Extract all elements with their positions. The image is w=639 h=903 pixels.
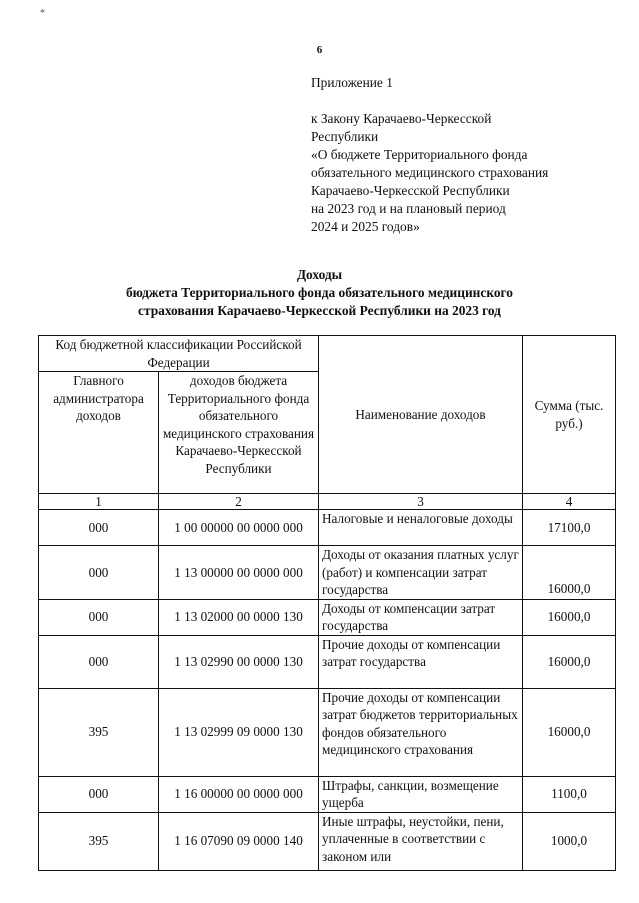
appendix-block: [311, 74, 548, 236]
appendix-line: 2024 и 2025 годов»: [311, 219, 420, 234]
sum-cell: 1000,0: [523, 812, 616, 870]
admin-code-cell: 000: [39, 599, 159, 635]
table-row: [39, 688, 616, 776]
table-row: [39, 812, 616, 870]
appendix-line: к Закону Карачаево-Черкесской: [311, 111, 492, 126]
admin-code-cell: 000: [39, 510, 159, 546]
income-name-cell: Доходы от оказания платных услуг (работ) и компенсации затрат государства: [319, 546, 523, 600]
document-title-line: бюджета Территориального фонда обязательного медицинского: [125, 285, 514, 300]
sum-header: Сумма (тыс. руб.): [523, 336, 616, 494]
income-code-cell: 1 16 00000 00 0000 000: [159, 776, 319, 812]
admin-code-cell: 000: [39, 546, 159, 600]
income-code-cell: 1 13 02990 00 0000 130: [159, 635, 319, 688]
page-number: 6: [316, 44, 323, 56]
document-title-line: Доходы: [296, 267, 343, 282]
income-name-cell: Штрафы, санкции, возмещение ущерба: [319, 776, 523, 812]
document-title: [0, 266, 639, 320]
income-code-cell: 1 13 00000 00 0000 000: [159, 546, 319, 600]
column-number: 4: [523, 494, 616, 510]
income-code-cell: 1 00 00000 00 0000 000: [159, 510, 319, 546]
document-title-line: страхования Карачаево-Черкесской Республики на 2023 год: [138, 303, 501, 318]
sum-cell: 16000,0: [523, 599, 616, 635]
sum-cell: 16000,0: [523, 688, 616, 776]
admin-code-cell: 000: [39, 776, 159, 812]
sum-cell: 16000,0: [523, 546, 616, 600]
income-name-cell: Доходы от компенсации затрат государства: [319, 599, 523, 635]
table-header-row: [39, 336, 616, 372]
column-number-row: [39, 494, 616, 510]
income-name-cell: Прочие доходы от компенсации затрат государства: [319, 635, 523, 688]
admin-code-header: Главного администратора доходов: [39, 372, 159, 494]
income-code-cell: 1 16 07090 09 0000 140: [159, 812, 319, 870]
admin-code-cell: 395: [39, 812, 159, 870]
appendix-title: Приложение 1: [311, 75, 393, 90]
column-number: 3: [319, 494, 523, 510]
appendix-line: на 2023 год и на плановый период: [311, 201, 506, 216]
column-number: 1: [39, 494, 159, 510]
appendix-line: Республики: [311, 129, 379, 144]
page-mark: *: [40, 8, 45, 19]
appendix-line: Карачаево-Черкесской Республики: [311, 183, 510, 198]
name-header: Наименование доходов: [319, 336, 523, 494]
appendix-line: обязательного медицинского страхования: [311, 165, 549, 180]
column-number: 2: [159, 494, 319, 510]
table-row: [39, 546, 616, 600]
admin-code-cell: 395: [39, 688, 159, 776]
income-name-cell: Иные штрафы, неустойки, пени, уплаченные в соответствии с законом или: [319, 812, 523, 870]
appendix-line: «О бюджете Территориального фонда: [311, 147, 528, 162]
table-row: [39, 776, 616, 812]
table-row: [39, 599, 616, 635]
table-row: [39, 510, 616, 546]
kbk-group-header: Код бюджетной классификации Российской Федерации: [39, 336, 319, 372]
income-code-cell: 1 13 02000 00 0000 130: [159, 599, 319, 635]
sum-cell: 1100,0: [523, 776, 616, 812]
table-row: [39, 635, 616, 688]
income-code-header: доходов бюджета Территориального фонда обязательного медицинского страхования Карачаево-Черкесской Республики: [159, 372, 319, 494]
sum-cell: 16000,0: [523, 635, 616, 688]
income-name-cell: Налоговые и неналоговые доходы: [319, 510, 523, 546]
sum-cell: 17100,0: [523, 510, 616, 546]
revenue-table: [38, 335, 616, 871]
admin-code-cell: 000: [39, 635, 159, 688]
income-name-cell: Прочие доходы от компенсации затрат бюджетов территориальных фондов обязательного медицинского страхования: [319, 688, 523, 776]
income-code-cell: 1 13 02999 09 0000 130: [159, 688, 319, 776]
